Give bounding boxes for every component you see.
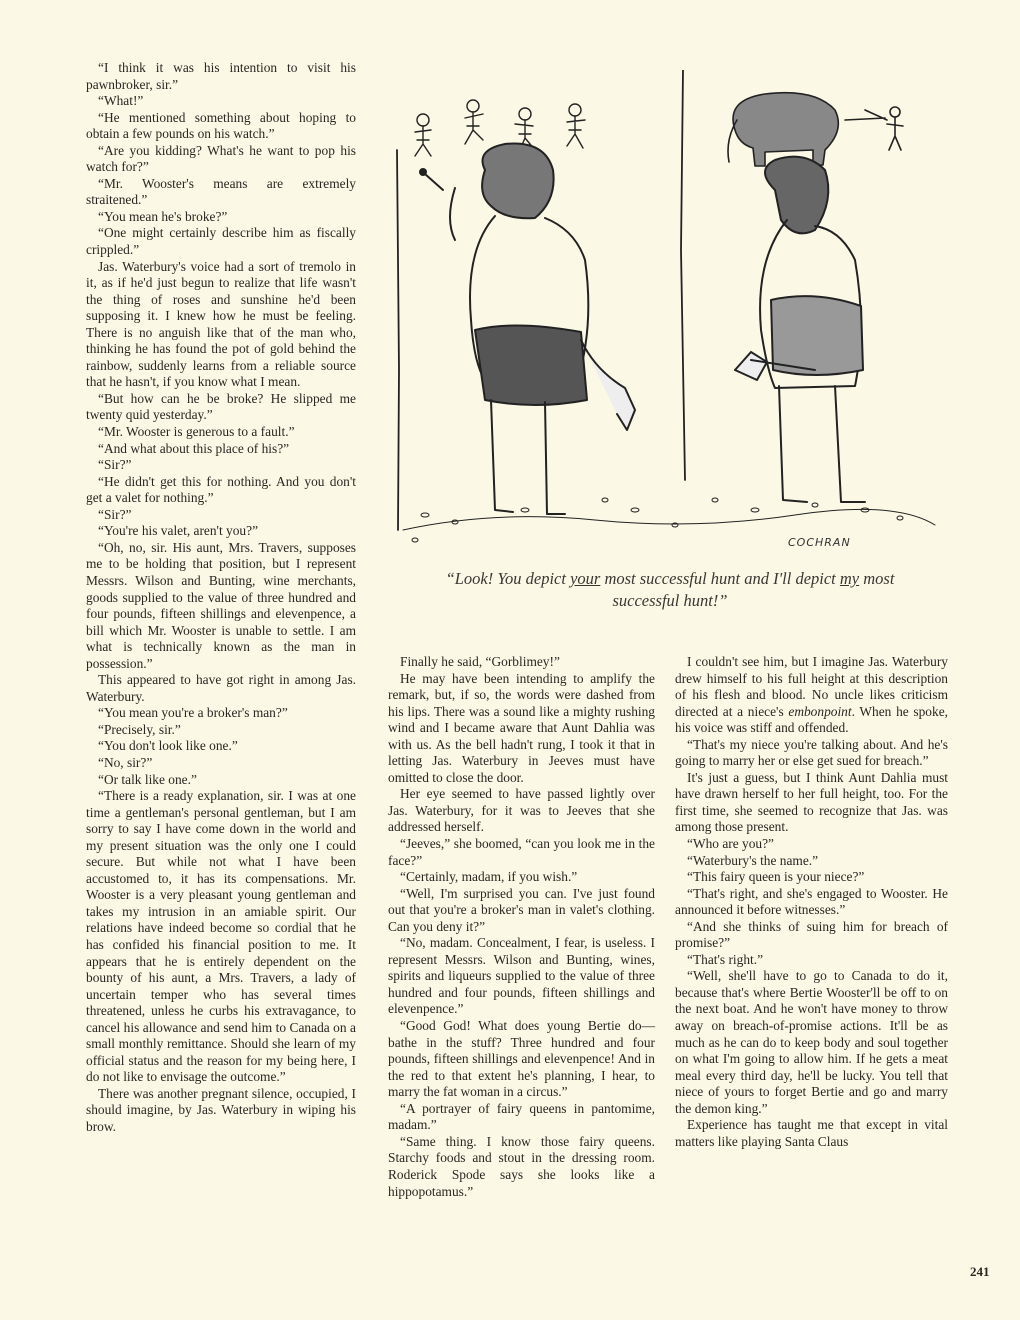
- paragraph: “Sir?”: [98, 506, 132, 522]
- paragraph: It's just a guess, but I think Aunt Dahlia must have drawn herself to her full height, too. For the first time, she seemed to recognize that Jas. was among those present.: [675, 769, 948, 835]
- paragraph: “Certainly, madam, if you wish.”: [400, 869, 578, 885]
- caveman-left: [420, 144, 635, 514]
- paragraph: “And she thinks of suing him for breach of promise?”: [675, 918, 948, 951]
- caption-part: most successful hunt!”: [612, 569, 895, 610]
- left-column: [86, 60, 356, 1136]
- paragraph: “Well, I'm surprised you can. I've just found out that you're a broker's man in valet's clothing. Can you deny it?”: [388, 885, 655, 934]
- emphasis: embonpoint: [788, 703, 852, 719]
- page-number: 241: [970, 1264, 990, 1279]
- paragraph: “Or talk like one.”: [98, 771, 197, 787]
- paragraph: “There is a ready explanation, sir. I was at one time a gentleman's personal gentleman, but I am sorry to say I have come down in the world and my present situation was the only one I could secure. But while not what I have been accustomed to, it has its compensations. Mr. Wooster is a very pleasant young gentleman and takes my intrusion in an amiable spirit. Our relations have indeed become so cordial that he has confided his financial position to me. It appears that he is entirely dependent on the bounty of his aunt, a Mrs. Travers, a lady of uncertain temper who has several times threatened, unless he curbs his extravagance, to cancel his allowance and send him to Canada on a small monthly remittance. Should she learn of my official status and the reason for my being here, I do not like to envisage the outcome.”: [86, 788, 356, 1085]
- paragraph: “A portrayer of fairy queens in pantomime, madam.”: [388, 1100, 655, 1133]
- paragraph: “This fairy queen is your niece?”: [687, 869, 865, 885]
- paragraph: “What!”: [98, 93, 144, 109]
- paragraph: This appeared to have got right in among Jas. Waterbury.: [86, 672, 356, 704]
- paragraph: Experience has taught me that except in vital matters like playing Santa Claus: [675, 1117, 948, 1149]
- paragraph: “Same thing. I know those fairy queens. Starchy foods and stout in the dressing room. Roderick Spode says she looks like a hippopotamus.”: [388, 1133, 655, 1199]
- cave-wall-left: [397, 150, 399, 530]
- paragraph: “No, madam. Concealment, I fear, is useless. I represent Messrs. Wilson and Bunting, wines, spirits and liqueurs supplied to the value of three hundred and four pounds, fifteen shillings and elevenpence.”: [388, 935, 655, 1017]
- paragraph: “One might certainly describe him as fiscally crippled.”: [86, 225, 356, 258]
- cave-floor: [403, 509, 935, 530]
- paragraph: “But how can he be broke? He slipped me twenty quid yesterday.”: [86, 390, 356, 423]
- paragraph: “Who are you?”: [687, 836, 774, 852]
- caption-part: “Look! You depict: [445, 569, 571, 588]
- paragraph: Finally he said, “Gorblimey!”: [400, 654, 560, 669]
- paragraph: “You mean you're a broker's man?”: [98, 705, 288, 721]
- wall-drawing-elephant: [728, 93, 903, 166]
- middle-column: [388, 654, 655, 1200]
- paragraph: Her eye seemed to have passed lightly over Jas. Waterbury, for it was to Jeeves that she addressed herself.: [388, 786, 655, 835]
- paragraph: “Precisely, sir.”: [98, 721, 181, 737]
- paragraph: “You're his valet, aren't you?”: [98, 523, 259, 539]
- paragraph: “He didn't get this for nothing. And you don't get a valet for nothing.”: [86, 473, 356, 506]
- right-column: [675, 654, 948, 1150]
- paragraph: “Mr. Wooster's means are extremely straitened.”: [86, 175, 356, 208]
- text-run: I couldn't see him, but I imagine Jas. Waterbury drew himself to his full height at this description of his flesh and blood. No uncle likes criticism directed at a niece's: [675, 654, 948, 719]
- paragraph: There was another pregnant silence, occupied, I should imagine, by Jas. Waterbury in wiping his brow.: [86, 1085, 356, 1134]
- paragraph: “That's right.”: [687, 951, 764, 967]
- cartoon-caption: [430, 568, 910, 612]
- caption-part: most successful hunt and I'll depict: [600, 569, 840, 588]
- paragraph: “He mentioned something about hoping to obtain a few pounds on his watch.”: [86, 109, 356, 142]
- paragraph: “That's right, and she's engaged to Wooster. He announced it before witnesses.”: [675, 885, 948, 918]
- paragraph: “That's my niece you're talking about. And he's going to marry her or else get sued for breach.”: [675, 736, 948, 769]
- paragraph: “And what about this place of his?”: [98, 440, 290, 456]
- paragraph: “Are you kidding? What's he want to pop his watch for?”: [86, 142, 356, 175]
- paragraph: “Mr. Wooster is generous to a fault.”: [98, 424, 295, 440]
- cartoon-illustration: [395, 70, 950, 580]
- paragraph: [675, 654, 948, 737]
- paragraph: “No, sir?”: [98, 754, 153, 770]
- paragraph: “I think it was his intention to visit his pawnbroker, sir.”: [86, 60, 356, 92]
- paragraph: “Oh, no, sir. His aunt, Mrs. Travers, supposes me to be holding that position, but I represent Messrs. Wilson and Bunting, wine merchants, goods supplied to the value of three hundred and four pounds, fifteen shillings and elevenpence, a bill which Mr. Wooster is unable to settle. I am what is technically known as the man in possession.”: [86, 539, 356, 671]
- cave-wall-center: [681, 70, 685, 480]
- caption-emphasis: my: [839, 569, 860, 588]
- paragraph: “Well, she'll have to go to Canada to do it, because that's where Bertie Wooster'll be off to on the next boat. And he won't have money to throw away on breach-of-promise actions. It'll be as much as he can do to keep body and soul together on what I'm going to allow him. If he gets a meat meal every third day, he'll be lucky. You tell that niece of yours to forget Bertie and go and marry the demon king.”: [675, 968, 948, 1116]
- paragraph: “Good God! What does young Bertie do—bathe in the stuff? Three hundred and four pounds, fifteen shillings and elevenpence! And in the red to that extent he's planning, I hear, to marry the fat woman in a circus.”: [388, 1018, 655, 1100]
- text-run: . When he spoke, his voice was stiff and offended.: [675, 703, 948, 736]
- paragraph: “You don't look like one.”: [98, 738, 238, 754]
- cartoonist-signature: COCHRAN: [788, 536, 851, 549]
- caveman-right: [735, 157, 865, 502]
- paragraph: He may have been intending to amplify the remark, but, if so, the words were dashed from his lips. There was a sound like a mighty rushing wind and I became aware that Aunt Dahlia was with us. As the bell hadn't rung, I took it that in letting Jas. Waterbury in Jeeves must have omitted to close the door.: [388, 670, 655, 785]
- paragraph: “Sir?”: [98, 457, 132, 473]
- caption-emphasis: your: [570, 569, 601, 588]
- paragraph: “You mean he's broke?”: [98, 208, 228, 224]
- paragraph: “Waterbury's the name.”: [687, 852, 819, 868]
- paragraph: “Jeeves,” she boomed, “can you look me in the face?”: [388, 836, 655, 868]
- paragraph: Jas. Waterbury's voice had a sort of tremolo in it, as if he'd just begun to realize that life wasn't the thing of roses and sunshine he'd been supposing it. I knew how he must be feeling. There is no anguish like that of the man who, thinking he has found the pot of gold behind the rainbow, suddenly learns from a reliable source that he hasn't, if you know what I mean.: [86, 258, 356, 390]
